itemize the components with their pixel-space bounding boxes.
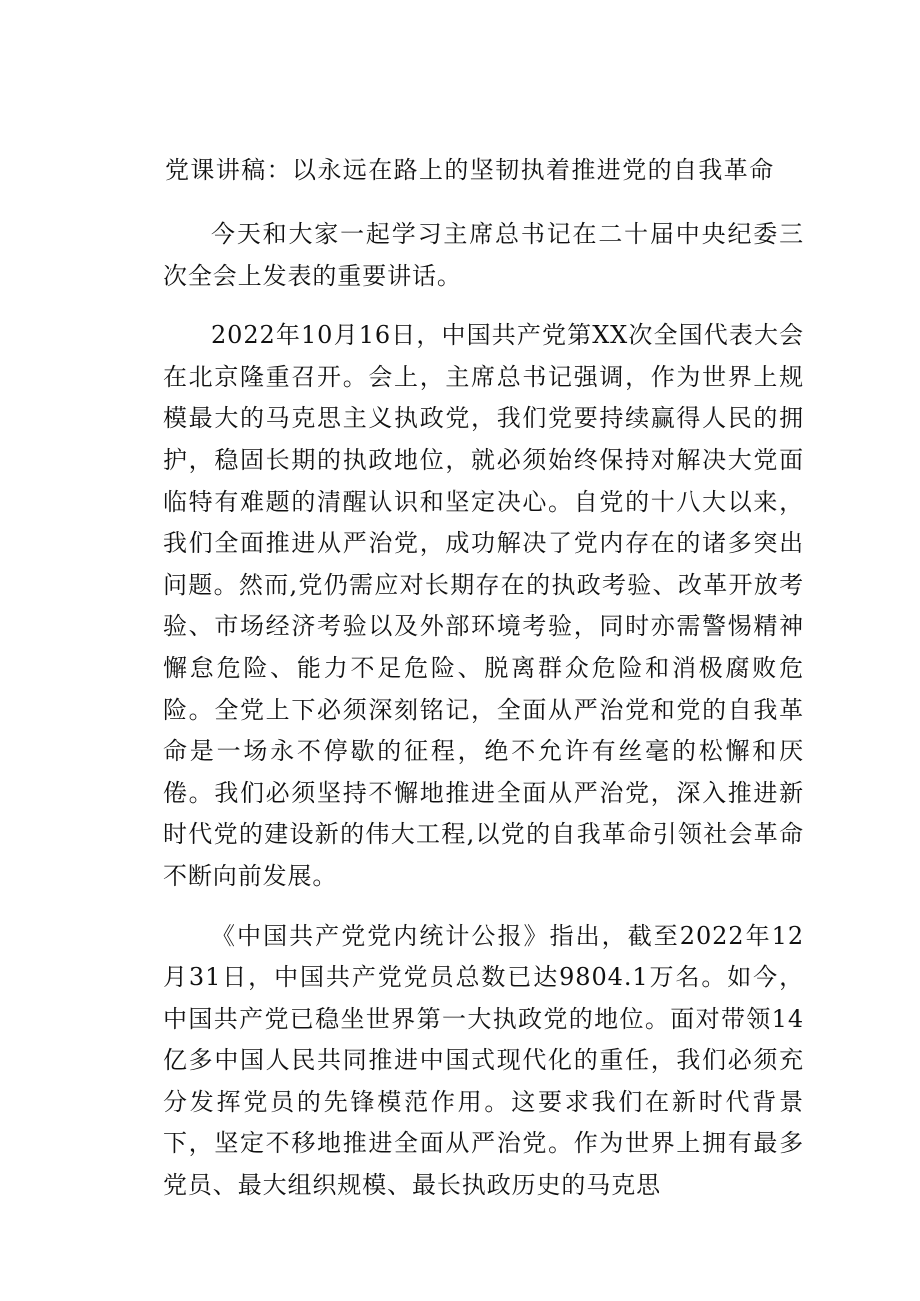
document-title: 党课讲稿：以永远在路上的坚韧执着推进党的自我革命 <box>165 156 775 184</box>
document-body <box>163 214 804 1225</box>
paragraph-congress: 2022年10月16日，中国共产党第XX次全国代表大会在北京隆重召开。会上，主席总书记强调，作为世界上规模最大的马克思主义执政党，我们党要持续赢得人民的拥护，稳固长期的执政地位，就必须始终保持对解决大党面临特有难题的清醒认识和坚定决心。自党的十八大以来，我们全面推进从严治党，成功解决了党内存在的诸多突出问题。然而,党仍需应对长期存在的执政考验、改革开放考验、市场经济考验以及外部环境考验，同时亦需警惕精神懈怠危险、能力不足危险、脱离群众危险和消极腐败危险。全党上下必须深刻铭记，全面从严治党和党的自我革命是一场永不停歇的征程，绝不允许有丝毫的松懈和厌倦。我们必须坚持不懈地推进全面从严治党，深入推进新时代党的建设新的伟大工程,以党的自我革命引领社会革命不断向前发展。 <box>163 321 804 890</box>
paragraph-intro: 今天和大家一起学习主席总书记在二十届中央纪委三次全会上发表的重要讲话。 <box>163 220 804 290</box>
paragraph-statistics: 《中国共产党党内统计公报》指出，截至2022年12月31日，中国共产党党员总数已达9804.1万名。如今，中国共产党已稳坐世界第一大执政党的地位。面对带领14亿多中国人民共同推进中国式现代化的重任，我们必须充分发挥党员的先锋模范作用。这要求我们在新时代背景下，坚定不移地推进全面从严治党。作为世界上拥有最多党员、最大组织规模、最长执政历史的马克思 <box>163 921 804 1200</box>
